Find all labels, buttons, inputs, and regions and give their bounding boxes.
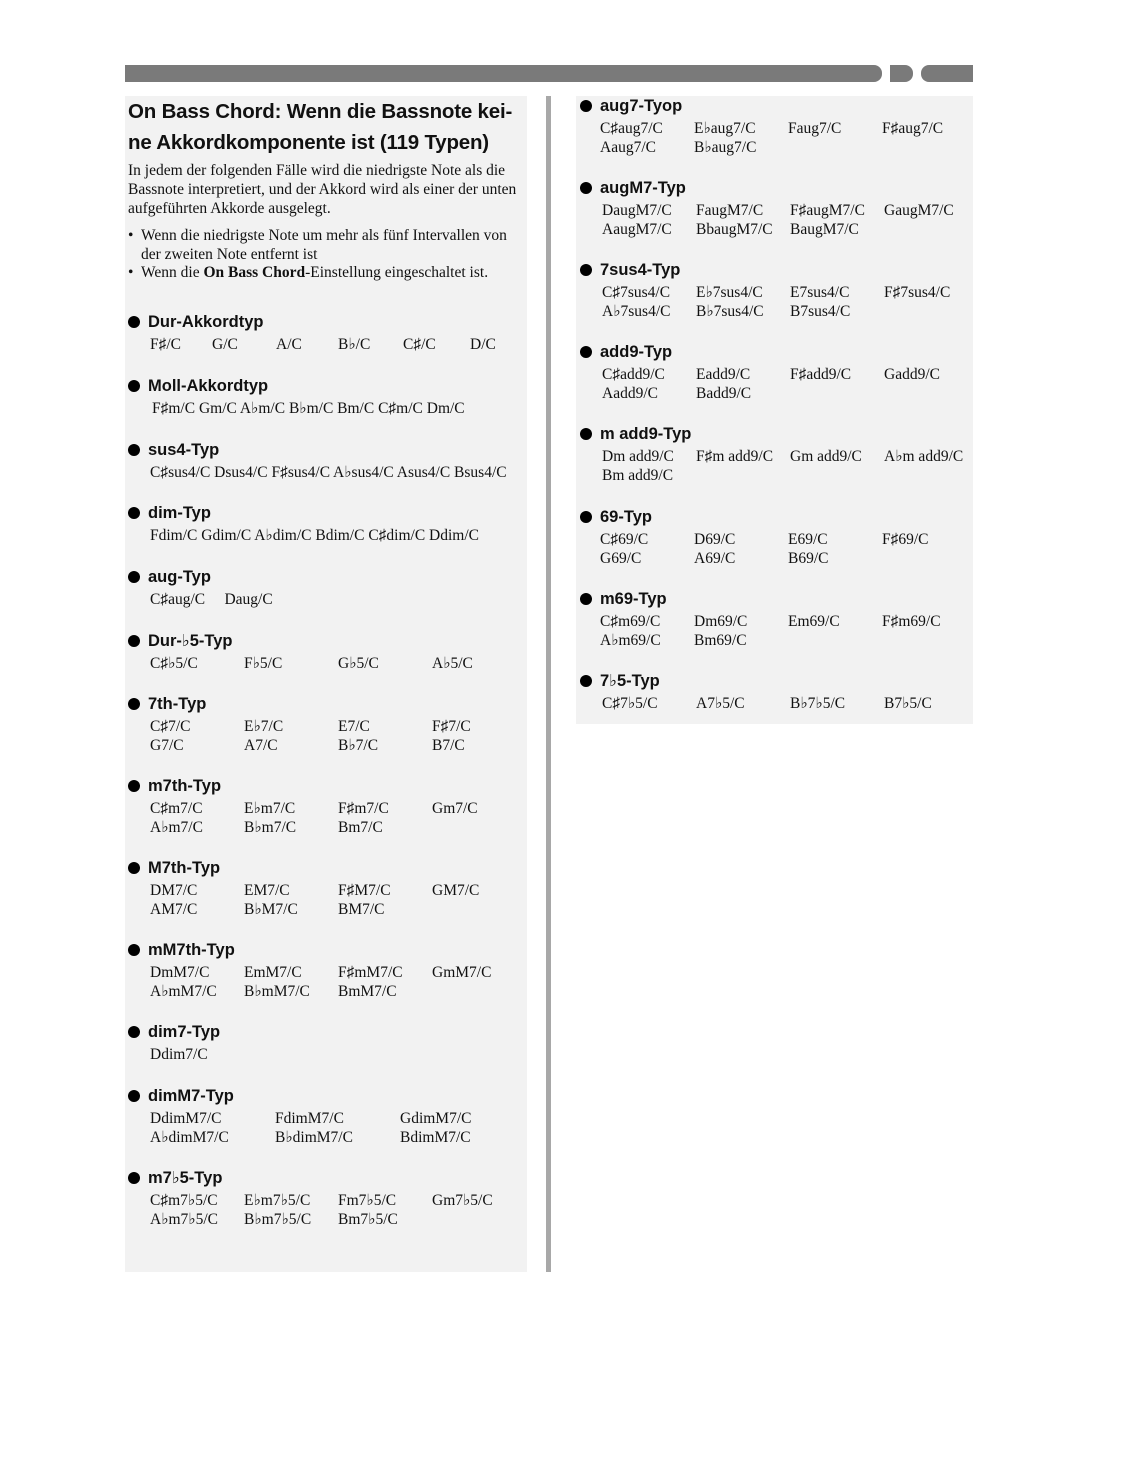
chord-item: FdimM7/C: [275, 1110, 344, 1127]
chord-list: [602, 284, 975, 321]
section-title: Dur-Akkordtyp: [148, 313, 264, 331]
section-title: aug-Typ: [148, 568, 211, 586]
intro-paragraph: In jedem der folgenden Fälle wird die niedrigste Note als die Bassnote interpretiert, und der Akkord wird als einer der unten aufgeführten Akkorde ausgelegt.: [128, 162, 517, 217]
chord-item: Faug7/C: [788, 120, 842, 137]
bullet-dot-icon: [128, 780, 140, 792]
bullet-dot-icon: [128, 862, 140, 874]
section-add9: [580, 342, 975, 403]
chord-list: [150, 718, 528, 755]
header-bar: [125, 65, 882, 82]
chord-item: B♭dimM7/C: [275, 1128, 353, 1146]
section-dur-flat5: [128, 631, 528, 674]
column-divider: [546, 96, 551, 1272]
section-dim: [128, 503, 528, 546]
chord-item: GdimM7/C: [400, 1110, 472, 1127]
section-title: m7♭5-Typ: [148, 1169, 223, 1187]
chord-list: [150, 882, 528, 919]
chord-item: B7sus4/C: [790, 302, 851, 320]
chord-item: B♭7♭5/C: [790, 695, 846, 712]
chord-item: Em69/C: [788, 613, 840, 630]
condition-list: [128, 227, 528, 283]
chord-item: A♭m7/C: [150, 818, 203, 836]
chord-item: BdimM7/C: [400, 1128, 471, 1146]
bullet-dot-icon: [580, 593, 592, 605]
chord-item: Aadd9/C: [602, 384, 658, 402]
section-m69: [580, 589, 975, 650]
chord-item: Gadd9/C: [884, 366, 940, 383]
chord-item: BbaugM7/C: [696, 220, 773, 238]
chord-list: [600, 531, 975, 568]
chord-list: [602, 366, 975, 403]
chord-item: C♯/C: [403, 336, 436, 353]
chord-item: DM7/C: [150, 882, 198, 899]
section-moll: [128, 376, 528, 419]
section-69: [580, 507, 975, 568]
section-title: mM7th-Typ: [148, 941, 235, 959]
chord-list: [150, 655, 528, 674]
bullet-dot-icon: [128, 380, 140, 392]
section-title: m add9-Typ: [600, 425, 692, 443]
chord-item: A69/C: [694, 549, 736, 567]
section-title: aug7-Tyop: [600, 97, 683, 115]
section-title: add9-Typ: [600, 343, 673, 361]
page-title: [128, 96, 528, 158]
section-title: Dur-♭5-Typ: [148, 632, 233, 650]
chord-item: Bm7/C: [338, 818, 383, 836]
chord-item: B♭7/C: [338, 736, 379, 754]
chord-item: C♯7/C: [150, 718, 191, 735]
bullet-dot-icon: [580, 428, 592, 440]
chord-item: AaugM7/C: [602, 220, 672, 238]
chord-line: C♯aug/C Daug/C: [150, 591, 273, 608]
chord-item: F♯7sus4/C: [884, 284, 951, 301]
chord-item: E7/C: [338, 718, 370, 735]
section-title: 7sus4-Typ: [600, 261, 681, 279]
chord-item: GM7/C: [432, 882, 480, 899]
section-sus4: [128, 440, 528, 483]
chord-item: G69/C: [600, 549, 642, 567]
section-title: dim7-Typ: [148, 1023, 221, 1041]
chord-item: Gm7♭5/C: [432, 1192, 493, 1209]
section-title: 7♭5-Typ: [600, 672, 660, 690]
chord-item: B7/C: [432, 736, 465, 754]
chord-item: FaugM7/C: [696, 202, 764, 219]
chord-item: A♭m7♭5/C: [150, 1210, 219, 1228]
bullet-dot-icon: [580, 675, 592, 687]
bullet-dot-icon: [128, 571, 140, 583]
section-madd9: [580, 424, 975, 485]
chord-item: GaugM7/C: [884, 202, 954, 219]
section-7flat5: [580, 671, 975, 714]
bullet-dot-icon: [128, 444, 140, 456]
chord-item: Bm69/C: [694, 631, 747, 649]
chord-list: [150, 964, 528, 1001]
chord-item: A♭m69/C: [600, 631, 661, 649]
bullet-dot-icon: [128, 698, 140, 710]
chord-item: B♭m7♭5/C: [244, 1210, 312, 1228]
chord-item: EM7/C: [244, 882, 290, 899]
chord-item: C♯m7♭5/C: [150, 1192, 218, 1209]
chord-item: E♭aug7/C: [694, 120, 756, 137]
section-M7th: [128, 858, 528, 919]
chord-item: B♭/C: [338, 336, 371, 353]
chord-item: Ddim7/C: [150, 1046, 208, 1063]
chord-item: B69/C: [788, 549, 829, 567]
chord-line: F♯m/C Gm/C A♭m/C B♭m/C Bm/C C♯m/C Dm/C: [152, 400, 465, 417]
chord-item: E7sus4/C: [790, 284, 850, 301]
section-m7flat5: [128, 1168, 528, 1229]
chord-item: Aaug7/C: [600, 138, 656, 156]
condition-item: • Wenn die niedrigste Note um mehr als fünf Intervallen von der zweiten Note entfernt ist: [128, 227, 528, 264]
section-title: dim-Typ: [148, 504, 211, 522]
chord-item: B♭M7/C: [244, 900, 298, 918]
chord-list: [602, 202, 975, 239]
chord-item: A7♭5/C: [696, 695, 745, 712]
chord-item: Dm add9/C: [602, 448, 674, 465]
chord-list: [600, 613, 975, 650]
section-title: augM7-Typ: [600, 179, 686, 197]
chord-list: [150, 1046, 528, 1065]
chord-item: Bm7♭5/C: [338, 1210, 398, 1228]
chord-item: F♯augM7/C: [790, 202, 865, 219]
section-title: 69-Typ: [600, 508, 652, 526]
bullet-dot-icon: [580, 100, 592, 112]
section-dur: [128, 312, 528, 355]
chord-item: A/C: [276, 336, 302, 353]
chord-list: [600, 120, 975, 157]
chord-item: B♭aug7/C: [694, 138, 757, 156]
chord-item: F♭5/C: [244, 655, 283, 672]
chord-item: GmM7/C: [432, 964, 492, 981]
bullet-dot-icon: [580, 264, 592, 276]
page-title-line2: ne Akkordkomponente ist (119 Typen): [128, 131, 489, 154]
section-title: m69-Typ: [600, 590, 667, 608]
chord-item: BaugM7/C: [790, 220, 859, 238]
chord-item: F♯m69/C: [882, 613, 941, 630]
chord-item: E♭7/C: [244, 718, 284, 735]
section-dim7: [128, 1022, 528, 1065]
bullet-dot-icon: [128, 1090, 140, 1102]
chord-item: Badd9/C: [696, 384, 752, 402]
bullet-dot-icon: [128, 1026, 140, 1038]
chord-item: Eadd9/C: [696, 366, 751, 383]
chord-item: E♭m7♭5/C: [244, 1192, 311, 1209]
chord-list: [150, 336, 528, 355]
section-title: dimM7-Typ: [148, 1087, 234, 1105]
chord-item: C♯m69/C: [600, 613, 661, 630]
section-title: M7th-Typ: [148, 859, 221, 877]
bullet-dot-icon: [128, 635, 140, 647]
section-7sus4: [580, 260, 975, 321]
header-bar-end: [921, 65, 973, 82]
chord-line: C♯sus4/C Dsus4/C F♯sus4/C A♭sus4/C Asus4/C Bsus4/C: [150, 464, 507, 481]
chord-item: E♭7sus4/C: [696, 284, 763, 301]
section-aug: [128, 567, 528, 610]
chord-item: EmM7/C: [244, 964, 302, 981]
header-bar-tab: [890, 65, 913, 82]
chord-item: DdimM7/C: [150, 1110, 222, 1127]
section-aug7: [580, 96, 975, 157]
chord-list: [150, 1110, 528, 1147]
chord-item: B7♭5/C: [884, 695, 932, 712]
bullet-dot-icon: [580, 182, 592, 194]
chord-item: F♯add9/C: [790, 366, 852, 383]
chord-item: F♯M7/C: [338, 882, 391, 899]
section-dimM7: [128, 1086, 528, 1147]
chord-item: A♭m add9/C: [884, 448, 964, 465]
page-title-line1: On Bass Chord: Wenn die Bassnote kei-: [128, 100, 513, 123]
chord-item: F♯mM7/C: [338, 964, 403, 981]
condition-item: • Wenn die On Bass Chord-Einstellung eingeschaltet ist.: [128, 264, 528, 283]
chord-item: G♭5/C: [338, 655, 379, 672]
section-title: sus4-Typ: [148, 441, 220, 459]
bullet-dot-icon: [580, 511, 592, 523]
chord-item: B♭7sus4/C: [696, 302, 764, 320]
chord-item: D/C: [470, 336, 496, 353]
chord-item: F♯m add9/C: [696, 448, 774, 465]
chord-item: A♭5/C: [432, 655, 473, 672]
chord-item: B♭m7/C: [244, 818, 297, 836]
chord-item: C♯69/C: [600, 531, 649, 548]
section-7th: [128, 694, 528, 755]
bullet-dot-icon: [128, 507, 140, 519]
bullet-dot-icon: [580, 346, 592, 358]
left-column: [128, 96, 528, 283]
chord-item: Dm69/C: [694, 613, 748, 630]
chord-item: Gm add9/C: [790, 448, 862, 465]
bullet-dot-icon: [128, 944, 140, 956]
chord-item: C♯7♭5/C: [602, 695, 658, 712]
chord-item: F♯/C: [150, 336, 182, 353]
chord-item: E♭m7/C: [244, 800, 296, 817]
chord-item: G7/C: [150, 736, 184, 754]
chord-item: BM7/C: [338, 900, 385, 918]
chord-item: C♯m7/C: [150, 800, 203, 817]
chord-item: F♯69/C: [882, 531, 929, 548]
chord-item: DaugM7/C: [602, 202, 672, 219]
chord-item: G/C: [212, 336, 238, 353]
chord-item: F♯m7/C: [338, 800, 389, 817]
section-title: Moll-Akkordtyp: [148, 377, 269, 395]
chord-item: AM7/C: [150, 900, 198, 918]
chord-item: F♯7/C: [432, 718, 471, 735]
chord-item: A♭mM7/C: [150, 982, 217, 1000]
chord-item: Gm7/C: [432, 800, 478, 817]
chord-list: [602, 695, 975, 714]
chord-item: A7/C: [244, 736, 278, 754]
chord-item: BmM7/C: [338, 982, 397, 1000]
chord-item: Bm add9/C: [602, 466, 674, 484]
chord-list: [602, 448, 975, 485]
chord-item: C♯♭5/C: [150, 655, 198, 672]
chord-item: E69/C: [788, 531, 828, 548]
chord-item: C♯add9/C: [602, 366, 665, 383]
chord-item: C♯aug7/C: [600, 120, 663, 137]
chord-item: D69/C: [694, 531, 736, 548]
section-title: 7th-Typ: [148, 695, 207, 713]
chord-list: [150, 800, 528, 837]
chord-item: DmM7/C: [150, 964, 210, 981]
section-augM7: [580, 178, 975, 239]
chord-item: C♯7sus4/C: [602, 284, 671, 301]
bullet-dot-icon: [128, 1172, 140, 1184]
section-title: m7th-Typ: [148, 777, 222, 795]
chord-list: [150, 1192, 528, 1229]
bullet-dot-icon: [128, 316, 140, 328]
chord-item: A♭dimM7/C: [150, 1128, 229, 1146]
chord-item: F♯aug7/C: [882, 120, 944, 137]
chord-line: Fdim/C Gdim/C A♭dim/C Bdim/C C♯dim/C Ddim/C: [150, 527, 480, 544]
chord-item: Fm7♭5/C: [338, 1192, 397, 1209]
section-mM7th: [128, 940, 528, 1001]
section-m7th: [128, 776, 528, 837]
chord-item: B♭mM7/C: [244, 982, 310, 1000]
chord-item: A♭7sus4/C: [602, 302, 671, 320]
